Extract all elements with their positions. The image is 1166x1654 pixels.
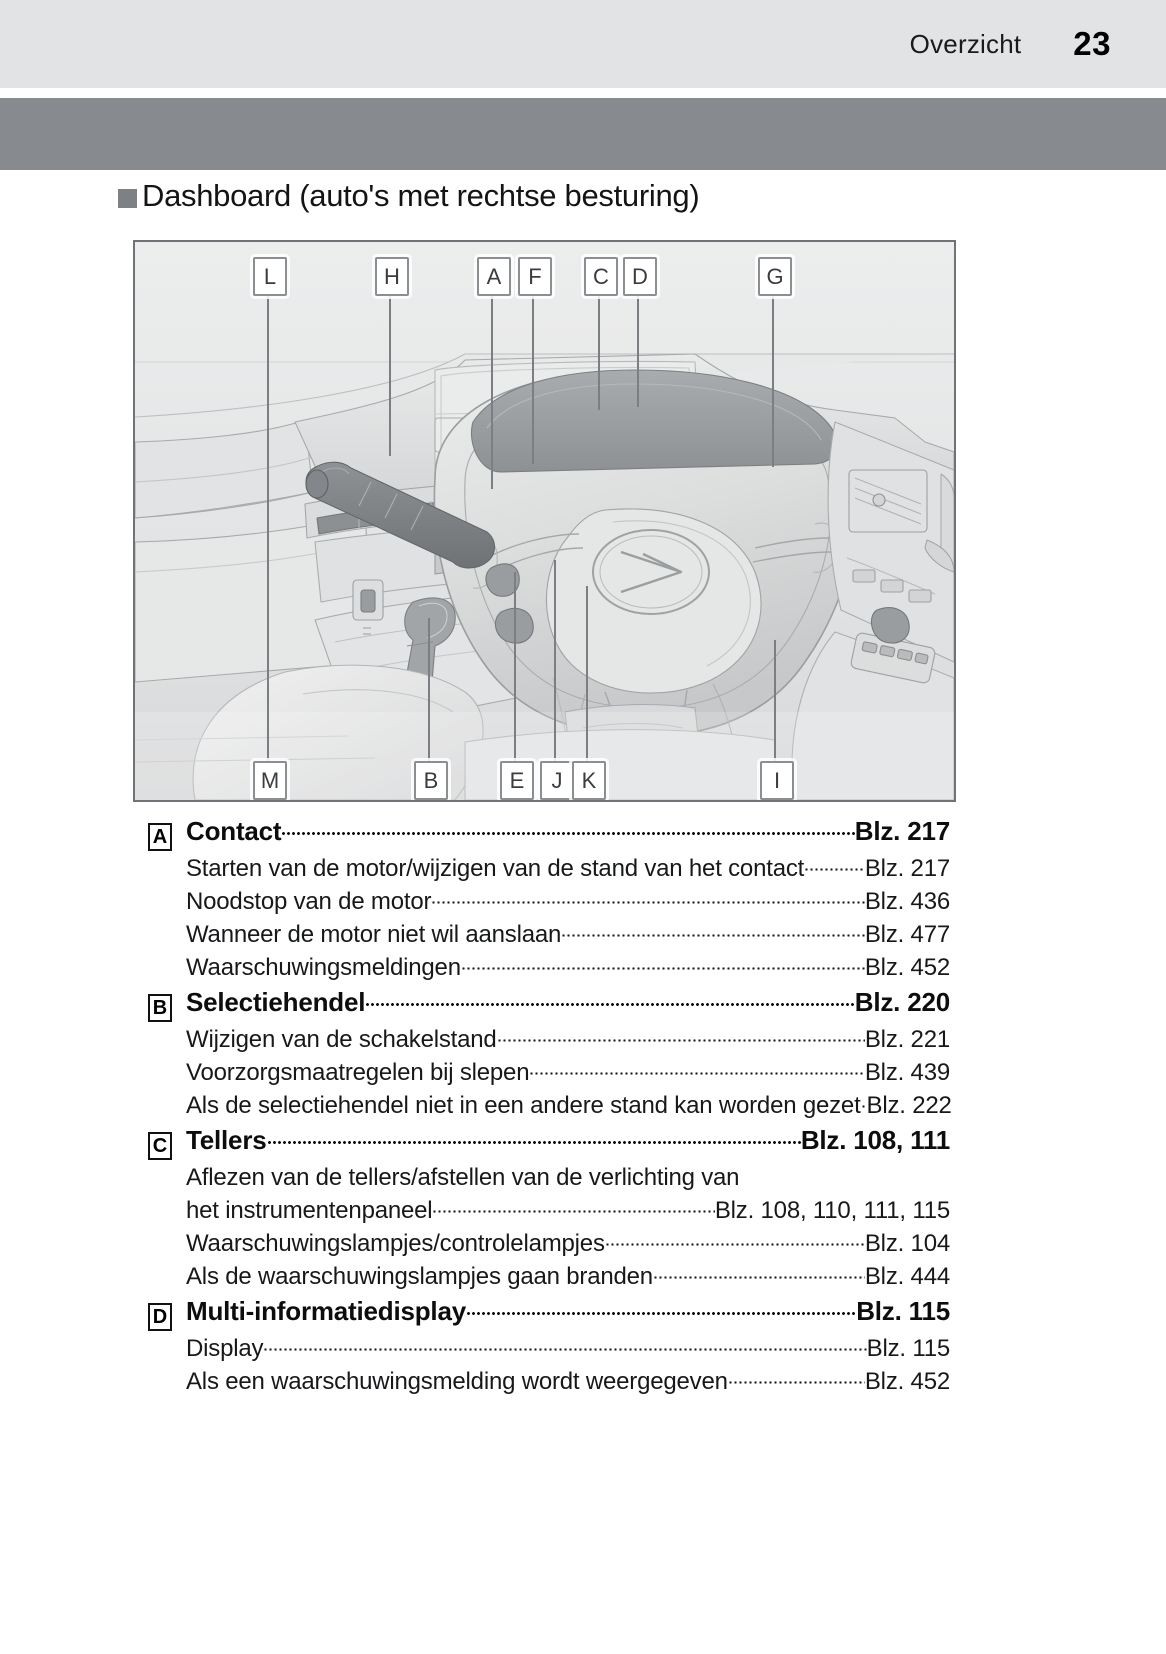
leader-line-d	[637, 292, 639, 407]
leader-line-l	[267, 292, 269, 504]
leader-line-j	[554, 560, 556, 763]
contents-group	[148, 1127, 950, 1289]
callout-label: L	[263, 263, 277, 289]
contents-entry-sub[interactable]	[148, 1061, 950, 1085]
contents-entry-main[interactable]	[148, 1298, 950, 1328]
chapter-title: Overzicht	[909, 28, 1022, 59]
sub-entry-page-ref: Blz. 108, 110, 111, 115	[714, 1197, 950, 1224]
leader-dots	[561, 926, 865, 942]
sub-entry-page-ref: Blz. 444	[864, 1263, 950, 1290]
page-number: 23	[1073, 25, 1111, 62]
entry-page-ref: Blz. 220	[854, 987, 950, 1017]
callout-label: I	[773, 767, 781, 793]
callout-c	[584, 257, 618, 296]
entry-title: Multi-informatiedisplay	[186, 1296, 466, 1326]
sub-entry-text: Voorzorgsmaatregelen bij slepen	[186, 1059, 530, 1086]
sub-entry-text: Als de selectiehendel niet in een andere stand kan worden gezet	[186, 1092, 861, 1119]
callout-label: E	[509, 767, 525, 793]
page-header	[0, 0, 1166, 88]
leader-dots	[861, 1097, 867, 1113]
leader-dots	[497, 1031, 865, 1047]
leader-dots	[431, 893, 865, 909]
leader-line-g	[772, 292, 774, 467]
sub-entry-page-ref: Blz. 115	[866, 1335, 950, 1362]
contents-list	[148, 818, 950, 1403]
contents-entry-sub[interactable]	[148, 1094, 950, 1118]
sub-entry-text: Waarschuwingslampjes/controlelampjes	[186, 1230, 605, 1257]
contents-entry-sub[interactable]	[148, 1199, 950, 1223]
sub-entry-text: Aflezen van de tellers/afstellen van de verlichting van	[186, 1164, 740, 1191]
contents-entry-sub[interactable]	[148, 857, 950, 881]
sub-entry-page-ref: Blz. 221	[864, 1026, 950, 1053]
leader-line-k	[586, 586, 588, 763]
section-heading	[118, 178, 699, 214]
callout-label: H	[384, 263, 400, 289]
dashboard-illustration	[133, 240, 956, 802]
leader-dots	[804, 860, 865, 876]
callout-label: G	[766, 263, 784, 289]
leader-dots	[466, 1304, 856, 1320]
callout-e	[500, 761, 534, 800]
contents-entry-sub[interactable]	[148, 956, 950, 980]
section-heading-text: Dashboard (auto's met rechtse besturing)	[142, 178, 700, 213]
leader-line-e	[514, 572, 516, 763]
callout-g	[758, 257, 792, 296]
entry-badge-c: C	[148, 1132, 172, 1160]
sub-entry-text: Noodstop van de motor	[186, 888, 432, 915]
contents-entry-main[interactable]	[148, 989, 950, 1019]
dashboard-drawing	[135, 242, 954, 800]
leader-dots	[267, 1133, 801, 1149]
callout-label: M	[260, 767, 280, 793]
contents-entry-main[interactable]	[148, 818, 950, 848]
sub-entry-page-ref: Blz. 436	[864, 888, 950, 915]
leader-dots	[461, 959, 865, 975]
entry-badge-d: D	[148, 1303, 172, 1331]
sub-entry-text: Wijzigen van de schakelstand	[186, 1026, 497, 1053]
contents-entry-sub[interactable]	[148, 1028, 950, 1052]
entry-badge-b: B	[148, 994, 172, 1022]
leader-dots	[432, 1202, 714, 1218]
entry-title: Selectiehendel	[186, 987, 366, 1017]
page-header-band	[0, 0, 1166, 88]
sub-entry-page-ref: Blz. 222	[866, 1092, 952, 1119]
callout-label: K	[581, 767, 597, 793]
contents-group	[148, 989, 950, 1118]
sub-entry-page-ref: Blz. 452	[864, 954, 950, 981]
callout-h	[375, 257, 409, 296]
leader-dots	[365, 995, 854, 1011]
contents-entry-sub[interactable]	[148, 1337, 950, 1361]
callout-j	[540, 761, 574, 800]
leader-line-i	[774, 640, 776, 763]
contents-group	[148, 1298, 950, 1394]
callout-label: A	[486, 263, 502, 289]
contents-entry-sub[interactable]	[148, 1265, 950, 1289]
leader-dots	[728, 1373, 865, 1389]
callout-label: F	[528, 263, 542, 289]
contents-entry-sub[interactable]	[148, 923, 950, 947]
contents-entry-sub[interactable]	[148, 1166, 950, 1190]
callout-label: J	[551, 767, 563, 793]
bullet-square-icon	[118, 189, 137, 208]
callout-a	[477, 257, 511, 296]
leader-dots	[653, 1268, 865, 1284]
sub-entry-text: Waarschuwingsmeldingen	[186, 954, 461, 981]
entry-title: Contact	[186, 816, 282, 846]
sub-entry-text: Als een waarschuwingsmelding wordt weergegeven	[186, 1368, 728, 1395]
leader-dots	[263, 1340, 866, 1356]
contents-entry-sub[interactable]	[148, 1370, 950, 1394]
callout-l	[253, 257, 287, 296]
leader-line-h	[389, 292, 391, 456]
leader-line-m	[267, 485, 269, 763]
leader-line-c	[598, 292, 600, 410]
callout-m	[253, 761, 287, 800]
leader-dots	[529, 1064, 865, 1080]
sub-entry-page-ref: Blz. 452	[864, 1368, 950, 1395]
callout-f	[518, 257, 552, 296]
sub-entry-text: Wanneer de motor niet wil aanslaan	[186, 921, 562, 948]
sub-entry-page-ref: Blz. 104	[864, 1230, 950, 1257]
contents-group	[148, 818, 950, 980]
contents-entry-main[interactable]	[148, 1127, 950, 1157]
sub-entry-text: Display	[186, 1335, 264, 1362]
sub-entry-page-ref: Blz. 439	[864, 1059, 950, 1086]
callout-d	[623, 257, 657, 296]
sub-entry-page-ref: Blz. 217	[864, 855, 950, 882]
callout-b	[414, 761, 448, 800]
callout-label: D	[632, 263, 648, 289]
sub-entry-text: Starten van de motor/wijzigen van de stand van het contact	[186, 855, 805, 882]
leader-dots	[281, 824, 854, 840]
entry-page-ref: Blz. 115	[856, 1296, 950, 1326]
leader-line-f	[532, 292, 534, 464]
callout-label: C	[593, 263, 609, 289]
chapter-divider-bar	[0, 98, 1166, 170]
leader-line-a	[491, 292, 493, 489]
contents-entry-sub[interactable]	[148, 1232, 950, 1256]
entry-page-ref: Blz. 217	[854, 816, 950, 846]
leader-dots	[605, 1235, 865, 1251]
contents-entry-sub[interactable]	[148, 890, 950, 914]
sub-entry-text: het instrumentenpaneel	[186, 1197, 433, 1224]
entry-title: Tellers	[186, 1125, 267, 1155]
callout-k	[572, 761, 606, 800]
callout-label: B	[423, 767, 439, 793]
entry-page-ref: Blz. 108, 111	[800, 1125, 950, 1155]
callout-i	[760, 761, 794, 800]
sub-entry-page-ref: Blz. 477	[864, 921, 950, 948]
entry-badge-a: A	[148, 823, 172, 851]
sub-entry-text: Als de waarschuwingslampjes gaan branden	[186, 1263, 653, 1290]
leader-line-b	[428, 618, 430, 763]
